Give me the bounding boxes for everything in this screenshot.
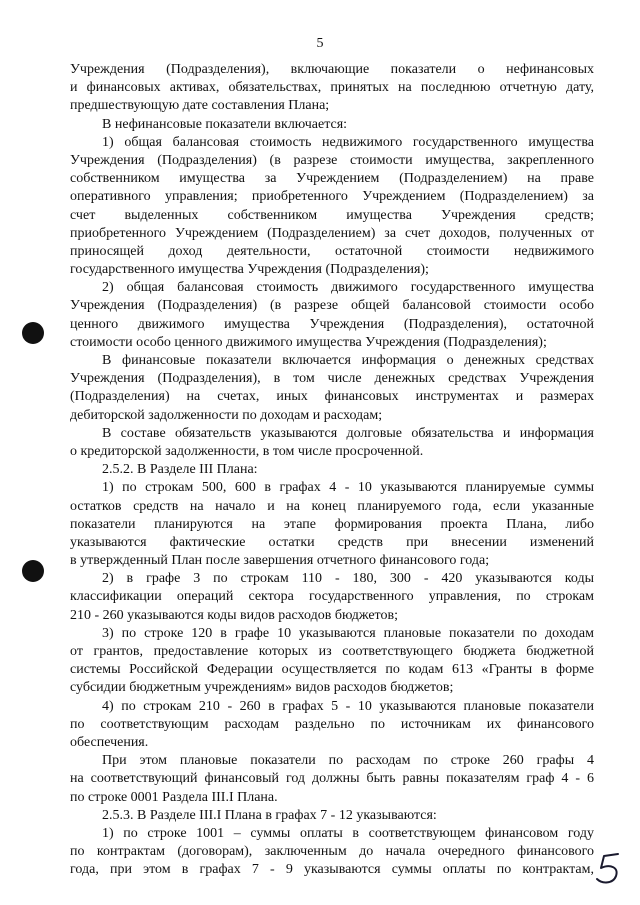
text-line: оперативного управления; приобретенного Учреждением (Подразделением) за [70,189,594,205]
text-line: (Подразделения) на счетах, иных финансовых инструментах и размерах [70,389,594,405]
text-line: о кредиторской задолженности, в том числе просроченной. [70,443,424,459]
text-line: При этом плановые показатели по расходам по строке 260 графы 4 [102,753,594,769]
text-line: и финансовых активах, обязательствах, принятых на последнюю отчетную дату, [70,80,594,96]
text-line: на соответствующий финансовый год должны быть равны показателям граф 4 - 6 [70,771,594,787]
page-number: 5 [316,36,324,51]
text-line: 1) по строке 1001 – суммы оплаты в соответствующем финансовом году [102,825,594,841]
text-line: 2.5.2. В Разделе III Плана: [102,462,258,478]
text-line: В нефинансовые показатели включается: [102,116,348,132]
text-line: 1) по строкам 500, 600 в графах 4 - 10 указываются планируемые суммы [102,480,594,496]
text-line: системы Российской Федерации осуществляется по кодам 613 «Гранты в форме [70,662,594,678]
text-line: ценного движимого имущества Учреждения (Подразделения), остаточной [70,316,594,332]
text-line: 210 - 260 указываются коды видов расходов бюджетов; [70,607,398,623]
text-line: приносящей доход деятельности, остаточной стоимости недвижимого [70,243,594,259]
text-line: государственного имущества Учреждения (Подразделения); [70,262,429,278]
text-line: классификации операций сектора государственного управления, по строкам [70,589,594,605]
text-line: счет выделенных собственником имущества Учреждения средств; [70,207,594,223]
text-line: указываются фактические остатки средств при внесении изменений [70,534,594,550]
text-line: 1) общая балансовая стоимость недвижимого государственного имущества [102,134,594,150]
handwritten-signature [588,848,628,888]
text-line: показатели планируются на этапе формирования проекта Плана, либо [70,516,594,532]
text-line: Учреждения (Подразделения) (в разрезе общей балансовой стоимости особо [70,298,594,314]
text-line: 2) общая балансовая стоимость движимого государственного имущества [102,280,594,296]
text-line: субсидии бюджетным учреждениям» видов расходов бюджетов; [70,680,454,696]
body-text [70,61,594,879]
binder-hole-mark [22,322,44,344]
text-line: стоимости особо ценного движимого имущества Учреждения (Подразделения); [70,334,547,350]
text-line: собственником имущества за Учреждением (Подразделением) на праве [70,171,594,187]
text-line: предшествующую дате составления Плана; [70,98,330,114]
text-line: по соответствующим расходам раздельно по источникам их финансового [70,716,594,732]
text-line: по контрактам (договорам), заключенным до начала очередного финансового [70,844,594,860]
text-line: В составе обязательств указываются долговые обязательства и информация [102,425,594,441]
text-line: Учреждения (Подразделения), включающие показатели о нефинансовых [70,62,594,77]
text-line: по строке 0001 Раздела III.I Плана. [70,789,278,805]
text-line: в утвержденный План после завершения отчетного финансового года; [70,553,490,569]
text-line: Учреждения (Подразделения), в том числе денежных средствах Учреждения [70,371,594,387]
text-line: от грантов, предоставление которых из соответствующего бюджета бюджетной [70,644,594,659]
text-line: остатков средств на начало и на конец планируемого года, если указанные [70,498,594,514]
binder-hole-mark [22,560,44,582]
text-line: 2.5.3. В Разделе III.I Плана в графах 7 - 12 указываются: [102,807,437,823]
text-line: обеспечения. [70,734,149,750]
text-line: Учреждения (Подразделения) (в разрезе стоимости имущества, закрепленного [70,152,594,168]
text-line: приобретенного Учреждением (Подразделением) за счет доходов, полученных от [70,225,594,241]
text-line: 4) по строкам 210 - 260 в графах 5 - 10 указываются плановые показатели [102,698,594,714]
text-line: 3) по строке 120 в графе 10 указываются плановые показатели по доходам [102,625,594,641]
text-line: 2) в графе 3 по строкам 110 - 180, 300 - 420 указываются коды [102,571,594,587]
text-line: года, при этом в графах 7 - 9 указываются суммы оплаты по контрактам, [70,862,594,878]
text-line: дебиторской задолженности по доходам и расходам; [70,407,383,423]
text-line: В финансовые показатели включается информация о денежных средствах [102,353,594,368]
